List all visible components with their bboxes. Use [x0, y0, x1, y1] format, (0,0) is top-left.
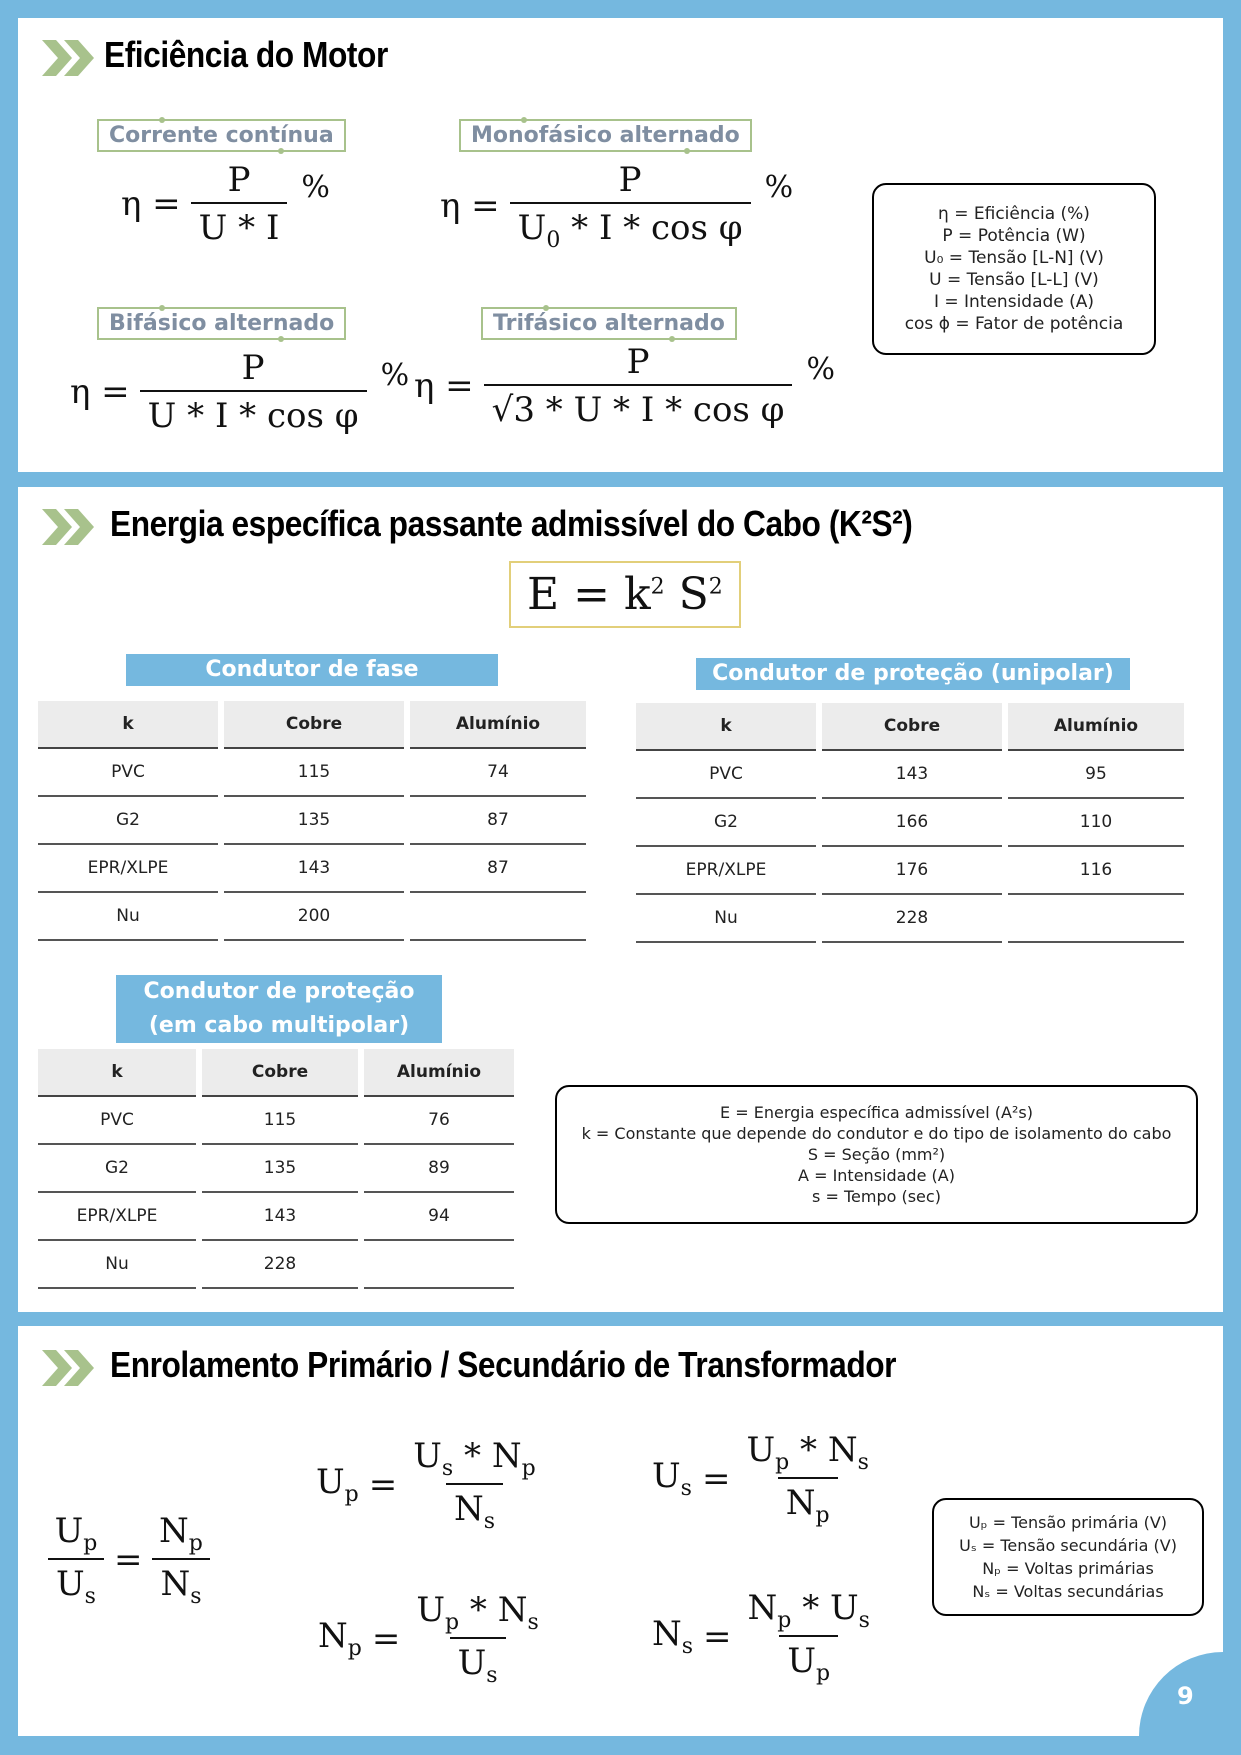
legend-line: Uₛ = Tensão secundária (V): [959, 1536, 1177, 1555]
table-cell: 228: [822, 895, 1002, 943]
energy-formula: $E = k^2$ $S^2$: [509, 561, 741, 628]
legend-line: I = Intensidade (A): [933, 292, 1095, 312]
legend-line: k = Constante que depende do condutor e do tipo de isolamento do cabo: [581, 1124, 1172, 1143]
table-cell: 115: [224, 749, 404, 797]
legend-box: [872, 183, 1156, 355]
phase-conductor-table: [32, 701, 592, 941]
chevron-right-icon: [42, 507, 98, 547]
table-cell: G2: [38, 797, 218, 845]
table-row: [38, 1145, 514, 1193]
legend-line: U = Tensão [L-L] (V): [929, 270, 1099, 290]
table-row: [636, 895, 1184, 943]
table-row: [38, 749, 586, 797]
legend-line: U₀ = Tensão [L-N] (V): [924, 248, 1104, 268]
cable-energy-panel: [18, 487, 1223, 1312]
protection-unipolar-table: [630, 703, 1190, 943]
formula-label: Bifásico alternado: [97, 307, 346, 340]
table-cell: 94: [364, 1193, 514, 1241]
table-cell: [1008, 895, 1184, 943]
table-cell: PVC: [38, 749, 218, 797]
legend-box: [555, 1085, 1198, 1224]
column-header: Cobre: [202, 1049, 358, 1097]
table-cell: 89: [364, 1145, 514, 1193]
table-cell: EPR/XLPE: [38, 845, 218, 893]
section-title: Eficiência do Motor: [104, 34, 388, 75]
protection-multipolar-table: [32, 1049, 520, 1289]
table-cell: 116: [1008, 847, 1184, 895]
formula-two-phase: η = $\frac{P}{\text{U * I * cos φ}}$ %: [70, 348, 410, 436]
table-row: [38, 845, 586, 893]
table-cell: 87: [410, 845, 586, 893]
table-cell: 143: [822, 751, 1002, 799]
legend-line: E = Energia específica admissível (A²s): [720, 1103, 1033, 1122]
table-row: [38, 893, 586, 941]
legend-line: P = Potência (W): [942, 226, 1086, 246]
table-cell: [364, 1241, 514, 1289]
column-header: k: [38, 701, 218, 749]
table-cell: Nu: [38, 893, 218, 941]
ratio-formula: $\frac{U_p}{U_s}$ = $\frac{N_p}{N_s}$: [48, 1511, 220, 1609]
formula-label: Monofásico alternado: [459, 119, 752, 152]
table-cell: 135: [224, 797, 404, 845]
table-header-row: [38, 701, 586, 749]
table-header-row: [636, 703, 1184, 751]
legend-line: S = Seção (mm²): [807, 1145, 946, 1164]
table-cell: 76: [364, 1097, 514, 1145]
page-number-badge: [1139, 1652, 1223, 1736]
table-cell: Nu: [38, 1241, 196, 1289]
table-cell: 200: [224, 893, 404, 941]
table-cell: 176: [822, 847, 1002, 895]
up-formula: $U_p$ = $\frac{U_s * N_p}{N_s}$: [316, 1436, 536, 1534]
motor-efficiency-panel: [18, 18, 1223, 472]
table-cell: 95: [1008, 751, 1184, 799]
table-cell: 166: [822, 799, 1002, 847]
table-row: [636, 847, 1184, 895]
section-title: Energia específica passante admissível do Cabo (K²S²): [110, 503, 913, 544]
table-cell: 228: [202, 1241, 358, 1289]
table-cell: 135: [202, 1145, 358, 1193]
table-row: [38, 1193, 514, 1241]
chevron-right-icon: [42, 38, 98, 78]
column-header: Alumínio: [364, 1049, 514, 1097]
table-cell: PVC: [636, 751, 816, 799]
legend-line: A = Intensidade (A): [798, 1166, 955, 1185]
legend-box: [932, 1498, 1204, 1616]
table-row: [38, 1097, 514, 1145]
table-row: [38, 797, 586, 845]
formula-label: Corrente contínua: [97, 119, 346, 152]
formula-dc: η = $\frac{P}{U * I}$ %: [121, 160, 330, 248]
legend-line: η = Eficiência (%): [938, 204, 1090, 224]
column-header: k: [636, 703, 816, 751]
column-header: Cobre: [822, 703, 1002, 751]
table-title: Condutor de proteção (unipolar): [696, 658, 1130, 690]
table-cell: 87: [410, 797, 586, 845]
table-cell: EPR/XLPE: [636, 847, 816, 895]
legend-line: Nₛ = Voltas secundárias: [972, 1582, 1164, 1601]
table-row: [38, 1241, 514, 1289]
table-cell: [410, 893, 586, 941]
table-cell: EPR/XLPE: [38, 1193, 196, 1241]
np-formula: $N_p$ = $\frac{U_p * N_s}{U_s}$: [318, 1590, 539, 1688]
legend-line: Nₚ = Voltas primárias: [982, 1559, 1154, 1578]
table-row: [636, 799, 1184, 847]
transformer-panel: [18, 1326, 1223, 1736]
table-cell: G2: [636, 799, 816, 847]
chevron-right-icon: [42, 1348, 98, 1388]
legend-line: s = Tempo (sec): [812, 1187, 941, 1206]
page-number: 9: [1177, 1682, 1194, 1710]
table-row: [636, 751, 1184, 799]
legend-line: cos ϕ = Fator de potência: [904, 314, 1124, 334]
formula-label: Trifásico alternado: [481, 307, 737, 340]
us-formula: $U_s$ = $\frac{U_p * N_s}{N_p}$: [652, 1430, 869, 1528]
table-cell: 143: [224, 845, 404, 893]
table-cell: 143: [202, 1193, 358, 1241]
table-cell: 110: [1008, 799, 1184, 847]
table-cell: G2: [38, 1145, 196, 1193]
column-header: Alumínio: [1008, 703, 1184, 751]
column-header: Cobre: [224, 701, 404, 749]
table-title: Condutor de fase: [126, 654, 498, 686]
section-title: Enrolamento Primário / Secundário de Transformador: [110, 1344, 897, 1385]
formula-single-phase: η = $\frac{P}{U_0 * I * \cos \varphi}$ %: [440, 160, 794, 253]
legend-line: Uₚ = Tensão primária (V): [968, 1513, 1168, 1532]
ns-formula: $N_s$ = $\frac{N_p * U_s}{U_p}$: [652, 1588, 870, 1686]
table-title: Condutor de proteção (em cabo multipolar): [116, 975, 442, 1043]
table-cell: 115: [202, 1097, 358, 1145]
table-cell: Nu: [636, 895, 816, 943]
table-cell: 74: [410, 749, 586, 797]
table-cell: PVC: [38, 1097, 196, 1145]
formula-three-phase: η = $\frac{P}{\text{√3 * U * I * cos φ}}$ %: [414, 342, 835, 430]
table-header-row: [38, 1049, 514, 1097]
column-header: Alumínio: [410, 701, 586, 749]
column-header: k: [38, 1049, 196, 1097]
